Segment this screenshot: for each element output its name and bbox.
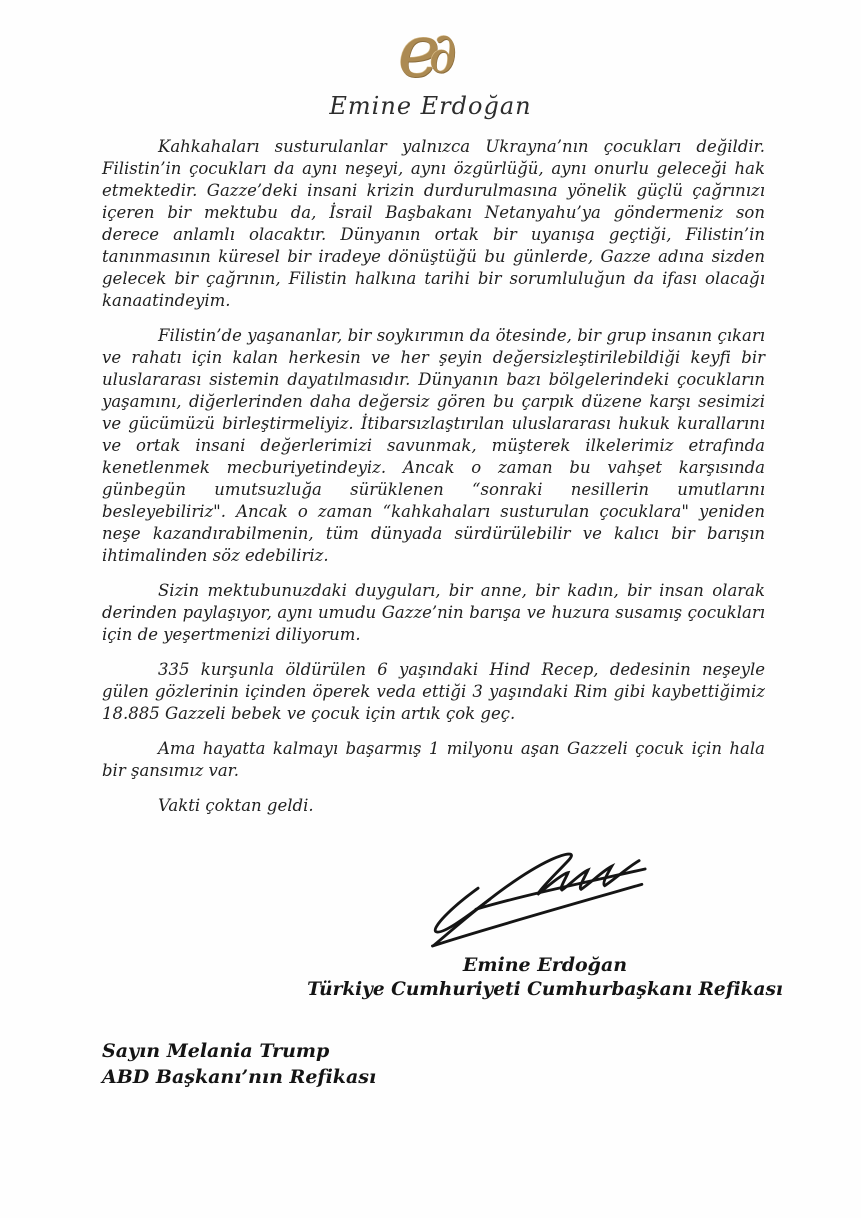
paragraph-4: 335 kurşunla öldürülen 6 yaşındaki Hind Recep, dedesinin neşeyle gülen gözlerinin içinden öperek veda ettiği 3 yaşındaki Rim gibi kaybettiğimiz 18.885 Gazzeli bebek ve çocuk için artık çok geç. — [102, 660, 765, 723]
brand-monogram-icon — [0, 9, 861, 93]
signature-block — [230, 848, 860, 1000]
recipient-name: Sayın Melania Trump — [102, 1040, 330, 1062]
paragraph-2: Filistin’de yaşananlar, bir soykırımın da ötesinde, bir grup insanın çıkarı ve rahatı için kalan herkesin ve her şeyin değersizleştirilebildiği keyfi bir uluslararası sistemin dayatılmasıdır. Dünyanın bazı bölgelerindeki çocukların yaşamını, diğerlerinden daha değersiz gören bu çarpık düzene karşı sesimizi ve gücümüzü birleştirmeliyiz. İtibarsızlaştırılan uluslararası hukuk kurallarını ve ortak insani değerlerimizi savunmak, müşterek ilkelerimiz etrafında kenetlenmek mecburiyetindeyiz. Ancak o zaman bu vahşet karşısında günbegün umutsuzluğa sürüklenen “sonraki nesillerin umutlarını besleyebiliriz". Ancak o zaman “kahkahaları susturulan çocuklara" yeniden neşe kazandırabilmenin, tüm dünyada sürdürülebilir ve kalıcı bir barışın ihtimalinden söz edebiliriz. — [102, 326, 765, 565]
signature-image — [418, 844, 656, 952]
letter-body — [102, 136, 765, 830]
monogram-right-glyph: ∂ — [428, 21, 458, 86]
recipient-block — [102, 1038, 376, 1090]
letterhead — [0, 9, 861, 120]
monogram-left-glyph: e — [397, 9, 435, 93]
signature-name: Emine Erdoğan — [462, 954, 628, 976]
recipient-title: ABD Başkanı’nın Refikası — [102, 1066, 377, 1088]
paragraph-5: Ama hayatta kalmayı başarmış 1 milyonu aşan Gazzeli çocuk için hala bir şansımız var. — [102, 739, 765, 780]
paragraph-1: Kahkahaları susturulanlar yalnızca Ukrayna’nın çocukları değildir. Filistin’in çocukları da aynı neşeyi, aynı özgürlüğü, aynı onurlu geleceği hak etmektedir. Gazze’deki insani krizin durdurulmasına yönelik güçlü çağrınızı içeren bir mektubu da, İsrail Başbakanı Netanyahu’ya göndermeniz son derece anlamlı olacaktır. Dünyanın ortak bir uyanışa geçtiği, Filistin’in tanınmasının küresel bir iradeye dönüştüğü bu günlerde, Gazze adına sizden gelecek bir çağrının, Filistin halkına tarihi bir sorumluluğun da ifası olacağı kanaatindeyim. — [102, 137, 765, 310]
signature-title: Türkiye Cumhuriyeti Cumhurbaşkanı Refikası — [307, 979, 783, 1000]
brand-name: Emine Erdoğan — [329, 92, 532, 120]
paragraph-6: Vakti çoktan geldi. — [158, 796, 314, 815]
paragraph-3: Sizin mektubunuzdaki duyguları, bir anne, bir kadın, bir insan olarak derinden paylaşıyor, aynı umudu Gazze’nin barışa ve huzura susamış çocukları için de yeşertmenizi diliyorum. — [102, 581, 765, 644]
